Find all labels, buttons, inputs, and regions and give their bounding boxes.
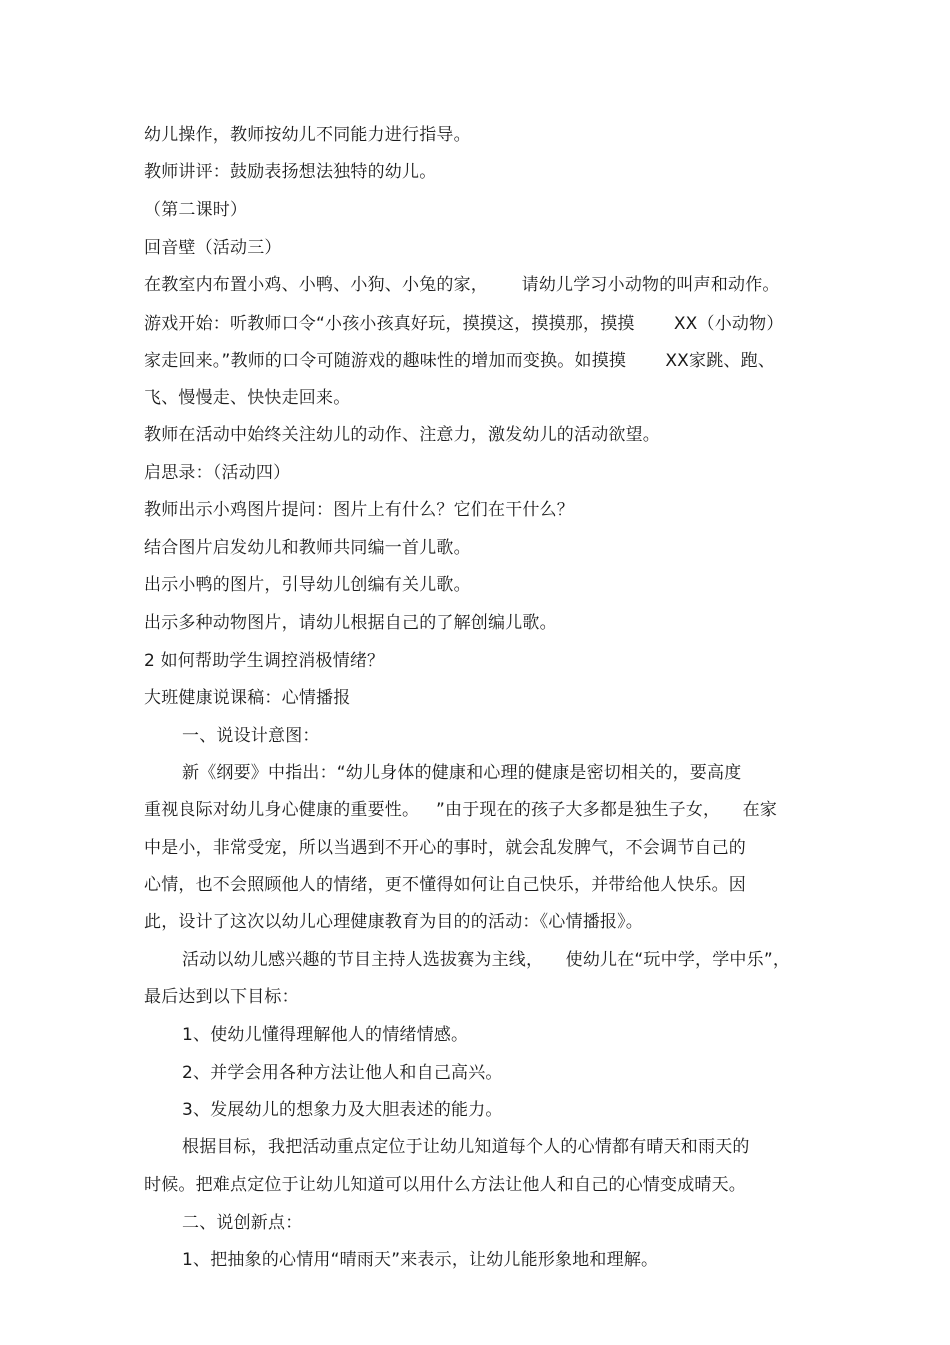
- text-line: 在教室内布置小鸡、小鸭、小狗、小兔的家， 请幼儿学习小动物的叫声和动作。: [144, 275, 780, 295]
- text-line: 教师在活动中始终关注幼儿的动作、注意力，激发幼儿的活动欲望。: [144, 425, 660, 445]
- list-item: 1、使幼儿懂得理解他人的情绪情感。: [182, 1025, 469, 1045]
- list-item: 1、把抽象的心情用“晴雨天”来表示，让幼儿能形象地和理解。: [182, 1250, 659, 1270]
- paragraph-line: 重视良际对幼儿身心健康的重要性。 ”由于现在的孩子大多都是独生子女， 在家: [144, 800, 778, 820]
- text-line: 教师出示小鸡图片提问：图片上有什么？它们在干什么？: [144, 500, 574, 520]
- section-heading: 回音壁（活动三）: [144, 238, 282, 258]
- list-item: 3、发展幼儿的想象力及大胆表述的能力。: [182, 1100, 503, 1120]
- section-heading: （第二课时）: [144, 200, 248, 220]
- text-line: 教师讲评：鼓励表扬想法独特的幼儿。: [144, 162, 437, 182]
- paragraph-line: 活动以幼儿感兴趣的节目主持人选拔赛为主线， 使幼儿在“玩中学，学中乐”，: [182, 950, 791, 970]
- text-line: 出示多种动物图片，请幼儿根据自己的了解创编儿歌。: [144, 613, 557, 633]
- paragraph-line: 心情，也不会照顾他人的情绪，更不懂得如何让自己快乐，并带给他人快乐。因: [144, 875, 746, 895]
- text-line: 游戏开始：听教师口令“小孩小孩真好玩，摸摸这，摸摸那，摸摸 XX（小动物）: [144, 314, 784, 334]
- text-line: 家走回来。”教师的口令可随游戏的趣味性的增加而变换。如摸摸 XX家跳、跑、: [144, 351, 776, 371]
- paragraph-line: 最后达到以下目标：: [144, 987, 299, 1007]
- paragraph-line: 根据目标，我把活动重点定位于让幼儿知道每个人的心情都有晴天和雨天的: [182, 1137, 750, 1157]
- text-line: 出示小鸭的图片，引导幼儿创编有关儿歌。: [144, 575, 471, 595]
- section-heading: 二、说创新点：: [182, 1213, 303, 1233]
- text-line: 幼儿操作，教师按幼儿不同能力进行指导。: [144, 125, 471, 145]
- question-heading: 2 如何帮助学生调控消极情绪？: [144, 651, 385, 671]
- paragraph-line: 中是小，非常受宠，所以当遇到不开心的事时，就会乱发脾气，不会调节自己的: [144, 838, 746, 858]
- paragraph-line: 此，设计了这次以幼儿心理健康教育为目的的活动：《心情播报》。: [144, 912, 643, 932]
- document-title: 大班健康说课稿：心情播报: [144, 688, 351, 708]
- text-line: 飞、慢慢走、快快走回来。: [144, 388, 351, 408]
- section-heading: 一、说设计意图：: [182, 726, 320, 746]
- text-line: 结合图片启发幼儿和教师共同编一首儿歌。: [144, 538, 471, 558]
- paragraph-line: 时候。把难点定位于让幼儿知道可以用什么方法让他人和自己的心情变成晴天。: [144, 1175, 746, 1195]
- section-heading: 启思录：（活动四）: [144, 463, 291, 483]
- list-item: 2、并学会用各种方法让他人和自己高兴。: [182, 1063, 503, 1083]
- paragraph-line: 新《纲要》中指出：“幼儿身体的健康和心理的健康是密切相关的，要高度: [182, 763, 742, 783]
